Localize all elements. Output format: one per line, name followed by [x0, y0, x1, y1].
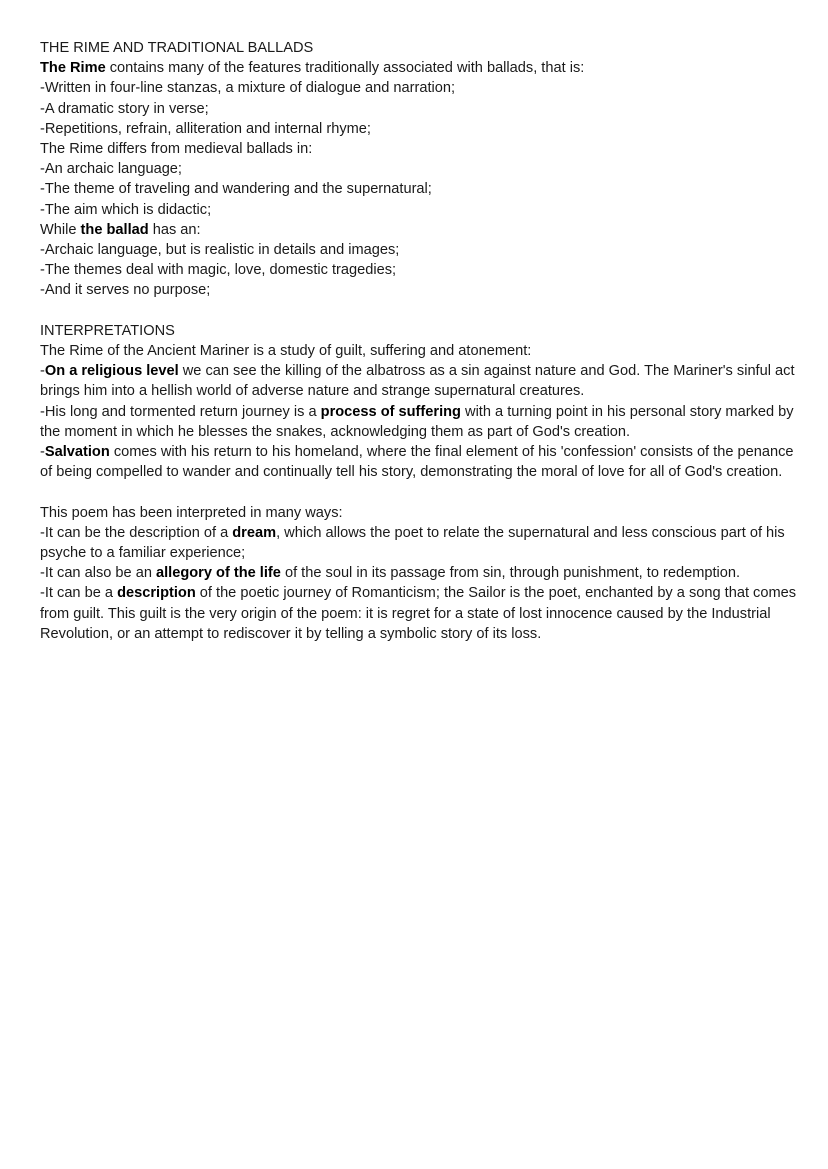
ballad-trait-item: -And it serves no purpose;: [40, 282, 211, 299]
dream-text: , which allows the poet to relate the supernatural and less conscious part of his psyche to a familiar experience;: [40, 524, 785, 562]
salvation-paragraph: [40, 442, 800, 482]
allegory-pre: -It can also be an: [40, 565, 157, 582]
difference-item: -An archaic language;: [40, 161, 182, 178]
allegory-paragraph: [40, 563, 800, 583]
allegory-bold: allegory of the life: [156, 565, 281, 582]
difference-item: -The aim which is didactic;: [40, 201, 212, 218]
journey-bold: process of suffering: [320, 403, 461, 420]
rime-intro: [40, 58, 800, 78]
dream-paragraph: [40, 523, 800, 563]
religious-dash: -: [40, 363, 45, 380]
religious-bold: On a religious level: [44, 363, 179, 380]
salvation-text: comes with his return to his homeland, where the final element of his 'confession' consists of the penance of being compelled to wander and continually tell his story, demonstrating the moral of love for all of God's creation.: [40, 444, 794, 481]
romanticism-paragraph: [40, 583, 800, 644]
document-page: [40, 38, 800, 644]
feature-item: -Written in four-line stanzas, a mixture of dialogue and narration;: [40, 80, 456, 97]
religious-text: we can see the killing of the albatross as a sin against nature and God. The Mariner's sinful act brings him into a hellish world of adverse nature and strange supernatural creatures.: [40, 363, 795, 400]
salvation-dash: -: [40, 444, 45, 461]
description-pre: -It can be a: [40, 585, 118, 602]
allegory-text: of the soul in its passage from sin, through punishment, to redemption.: [280, 565, 741, 582]
description-bold: description: [117, 585, 196, 602]
while-post: has an:: [148, 221, 201, 238]
interpreted-intro: This poem has been interpreted in many ways:: [40, 504, 343, 521]
salvation-bold: Salvation: [44, 444, 110, 461]
dream-pre: -It can be the description of a: [40, 524, 233, 541]
section-heading-interpretations: INTERPRETATIONS: [40, 322, 175, 339]
section-heading-ballads: THE RIME AND TRADITIONAL BALLADS: [40, 40, 314, 56]
while-pre: While: [40, 221, 81, 238]
paragraph-gap: [40, 482, 800, 502]
suffering-paragraph: [40, 402, 800, 442]
paragraph-gap: [40, 301, 800, 321]
difference-item: -The theme of traveling and wandering and the supernatural;: [40, 181, 432, 198]
while-ballad-line: [40, 220, 800, 240]
rime-intro-text: contains many of the features traditionally associated with ballads, that is:: [105, 60, 585, 77]
ballad-trait-item: -The themes deal with magic, love, domestic tragedies;: [40, 262, 397, 279]
interpretations-intro: The Rime of the Ancient Mariner is a study of guilt, suffering and atonement:: [40, 343, 532, 360]
journey-pre: -His long and tormented return journey is a: [40, 403, 321, 420]
ballad-trait-item: -Archaic language, but is realistic in details and images;: [40, 242, 400, 259]
description-text: of the poetic journey of Romanticism; the Sailor is the poet, enchanted by a song that comes from guilt. This guilt is the very origin of the poem: it is regret for a state of lost innocence caused by the Industrial Revolution, or an attempt to rediscover it by telling a symbolic story of its loss.: [40, 585, 797, 642]
differs-line: The Rime differs from medieval ballads in:: [40, 141, 313, 158]
feature-item: -Repetitions, refrain, alliteration and internal rhyme;: [40, 120, 371, 137]
religious-level-paragraph: [40, 361, 800, 401]
journey-text: with a turning point in his personal story marked by the moment in which he blesses the snakes, acknowledging them as part of God's creation.: [40, 403, 794, 440]
feature-item: -A dramatic story in verse;: [40, 100, 209, 117]
rime-intro-bold: The Rime: [40, 60, 106, 77]
dream-bold: dream: [232, 524, 277, 541]
while-bold: the ballad: [80, 221, 149, 238]
